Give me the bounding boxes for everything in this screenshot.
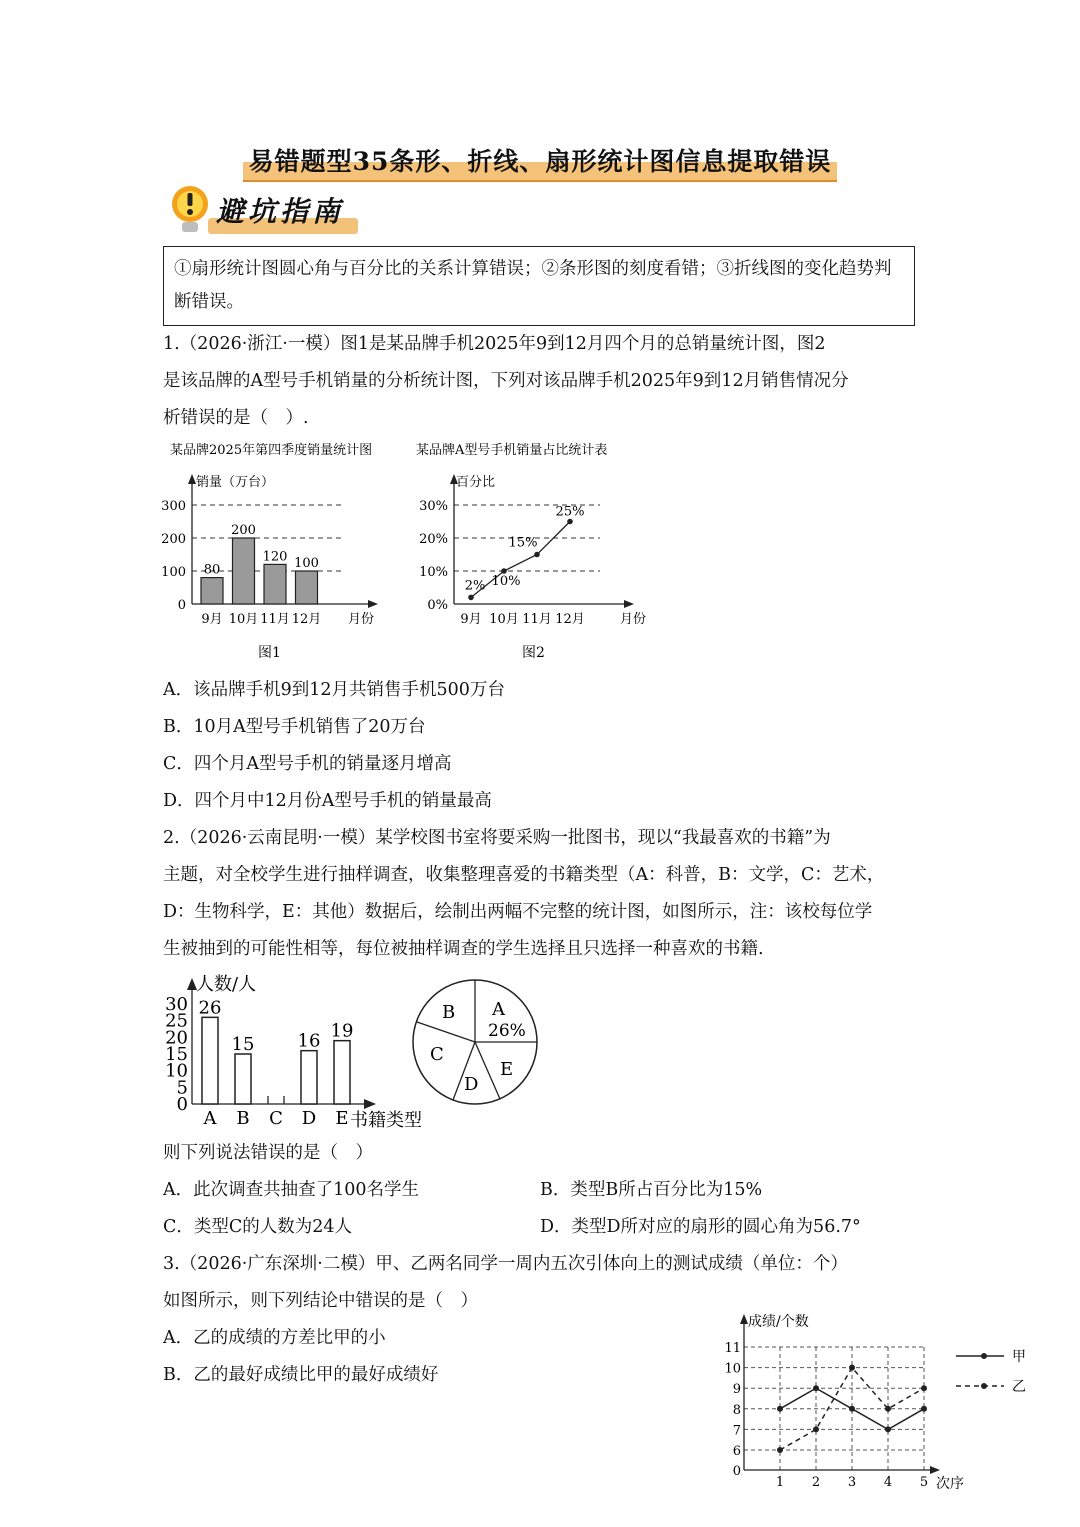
fig2-xlabel: 月份 [620,612,647,627]
q2-bar-label: 16 [297,1030,321,1052]
q3-xtick: 5 [919,1475,929,1490]
figure1-bar-chart [160,436,390,666]
fig1-xtick: 10月 [228,612,259,627]
fig1-bar [201,578,223,604]
q1-stem-line1: 1.（2026·浙江·一模）图1是某品牌手机2025年9到12月四个月的总销量统计图，图2 [163,334,826,354]
q3-ytick: 8 [732,1402,741,1418]
q3-option-a: A．乙的成绩的方差比甲的小 [163,1328,386,1348]
q2-bar-label: 19 [330,1020,354,1042]
q3-point [849,1406,855,1412]
q1-option-c: C．四个月A型号手机的销量逐月增高 [163,754,452,774]
fig1-bar [296,571,318,604]
q3-option-b: B．乙的最好成绩比甲的最好成绩好 [163,1365,439,1385]
q2-ytick: 0 [176,1094,188,1115]
figure2-line-chart [412,436,662,666]
q3-xtick: 3 [847,1475,857,1490]
guide-badge [168,182,368,238]
q2-xtick: C [269,1108,283,1129]
q3-point [921,1406,927,1412]
fig1-bar-label: 100 [294,556,319,571]
q3-point [813,1426,819,1432]
fig2-xtick: 12月 [555,612,585,627]
fig1-bar-label: 80 [203,562,221,578]
q3-point [849,1365,855,1371]
q2-bar-chart [160,968,440,1134]
pie-label-e: E [500,1059,514,1080]
q2-ask: 则下列说法错误的是（ ） [163,1143,373,1163]
q3-ytick: 7 [732,1423,741,1439]
q2-xtick: B [236,1108,250,1129]
q3-legend [956,1349,1026,1395]
q3-ytick: 6 [732,1444,741,1459]
q3-stem-line2: 如图所示，则下列结论中错误的是（ ） [163,1291,478,1311]
q3-point [777,1406,783,1412]
q3-stem-line1: 3.（2026·广东深圳·二模）甲、乙两名同学一周内五次引体向上的测试成绩（单位：个） [163,1254,848,1274]
fig1-title: 某品牌2025年第四季度销量统计图 [170,443,373,458]
fig2-title: 某品牌A型号手机销量占比统计表 [416,443,608,458]
fig2-xtick: 10月 [489,612,519,627]
fig1-ytick: 100 [161,565,186,580]
fig1-ylabel: 销量（万台） [196,475,275,490]
q1-option-a: A．该品牌手机9到12月共销售手机500万台 [163,680,505,700]
q2-bar [301,1051,317,1104]
q2-ytick: 5 [176,1077,188,1099]
fig2-ytick: 0% [427,598,448,613]
q2-bar [202,1017,218,1104]
q2-bar-label: 15 [231,1034,255,1055]
fig1-xtick: 12月 [291,612,322,627]
q1-stem-line3: 析错误的是（ ）. [163,408,309,428]
fig1-bar [264,564,286,604]
fig2-point [567,519,573,525]
fig2-series-line [471,522,570,598]
fig2-point-label: 15% [508,535,538,551]
q2-xtick: A [203,1108,217,1129]
q2-ylabel: 人数/人 [196,974,257,995]
fig2-point [501,568,507,574]
fig2-xtick: 11月 [522,612,552,627]
fig2-ytick: 20% [419,532,448,547]
legend-series-yi: 乙 [1012,1379,1026,1395]
pie-label-d: D [464,1074,479,1095]
fig2-point-label: 10% [491,574,521,589]
q2-option-d: D．类型D所对应的扇形的圆心角为56.7° [540,1217,861,1237]
q3-xtick: 1 [775,1475,785,1490]
q2-ytick: 30 [165,994,188,1015]
legend-series-jia: 甲 [1012,1349,1026,1365]
q2-ytick: 25 [165,1010,188,1032]
fig1-ytick: 0 [177,598,186,613]
q2-ytick: 20 [165,1027,188,1049]
pie-label-b: B [442,1002,456,1023]
q2-xtick: D [301,1108,317,1129]
fig1-xlabel: 月份 [348,612,375,627]
q3-xtick: 4 [883,1475,893,1490]
q2-pie-chart [408,972,548,1122]
q3-ytick: 9 [732,1382,741,1398]
guide-box: ①扇形统计图圆心角与百分比的关系计算错误；②条形图的刻度看错；③折线图的变化趋势判断错误。 [163,246,915,326]
page-title: 易错题型35条形、折线、扇形统计图信息提取错误 [0,140,1080,182]
q3-point [777,1447,783,1453]
q2-ytick: 15 [165,1044,188,1065]
q3-point [921,1385,927,1391]
fig2-ytick: 30% [419,499,448,514]
fig1-ytick: 300 [161,499,186,514]
fig1-bar-label: 120 [262,549,288,565]
fig2-caption: 图2 [522,645,545,661]
q3-point [885,1426,891,1432]
q2-stem-line1: 2.（2026·云南昆明·一模）某学校图书室将要采购一批图书，现以“我最喜欢的书籍”为 [163,828,831,848]
q2-ytick: 10 [165,1060,188,1082]
fig1-ytick: 200 [161,532,186,547]
pie-label-a: A [492,999,505,1020]
fig2-point [468,595,474,601]
pie-label-c: C [430,1044,444,1065]
q2-stem-line4: 生被抽到的可能性相等，每位被抽样调查的学生选择且只选择一种喜欢的书籍. [163,939,764,959]
q2-bar-label: 26 [198,997,222,1019]
q3-line-chart [724,1306,1038,1496]
fig2-point-label: 25% [555,504,585,520]
q1-option-b: B．10月A型号手机销售了20万台 [163,717,426,737]
q3-ytick: 11 [724,1341,741,1356]
fig1-bar-label: 200 [231,523,256,538]
q2-option-b: B．类型B所占百分比为15% [540,1180,763,1200]
fig1-bar [233,538,255,604]
q3-ytick: 10 [724,1361,741,1377]
q3-point [885,1406,891,1412]
q3-xlabel: 次序 [936,1476,964,1492]
q3-xtick: 2 [811,1475,821,1490]
fig2-xtick: 9月 [460,612,482,627]
fig2-point [534,552,540,558]
guide-label: 避坑指南 [216,195,345,228]
q2-stem-line2: 主题，对全校学生进行抽样调查，收集整理喜爱的书籍类型（A：科普，B：文学，C：艺术， [163,865,885,885]
fig1-caption: 图1 [258,645,281,661]
q2-bar [334,1041,350,1104]
fig2-ytick: 10% [419,565,448,580]
q2-option-c: C．类型C的人数为24人 [163,1217,353,1237]
fig1-xtick: 9月 [201,612,223,627]
q1-option-d: D．四个月中12月份A型号手机的销量最高 [163,791,492,811]
q3-ylabel: 成绩/个数 [748,1314,809,1330]
q2-option-a: A．此次调查共抽查了100名学生 [163,1180,420,1200]
q2-xlabel: 书籍类型 [350,1110,422,1131]
q2-xtick: E [335,1108,349,1129]
fig2-point-label: 2% [464,578,486,594]
fig2-ylabel: 百分比 [456,475,496,490]
q3-point [813,1385,819,1391]
q1-stem-line2: 是该品牌的A型号手机销量的分析统计图，下列对该品牌手机2025年9到12月销售情况分 [163,371,849,391]
fig1-xtick: 11月 [260,612,290,627]
q2-bar [235,1054,251,1104]
q3-ytick: 0 [732,1464,741,1479]
q2-stem-line3: D：生物科学，E：其他）数据后，绘制出两幅不完整的统计图，如图所示，注：该校每位学 [163,902,873,922]
pie-percent-a: 26% [488,1021,526,1041]
